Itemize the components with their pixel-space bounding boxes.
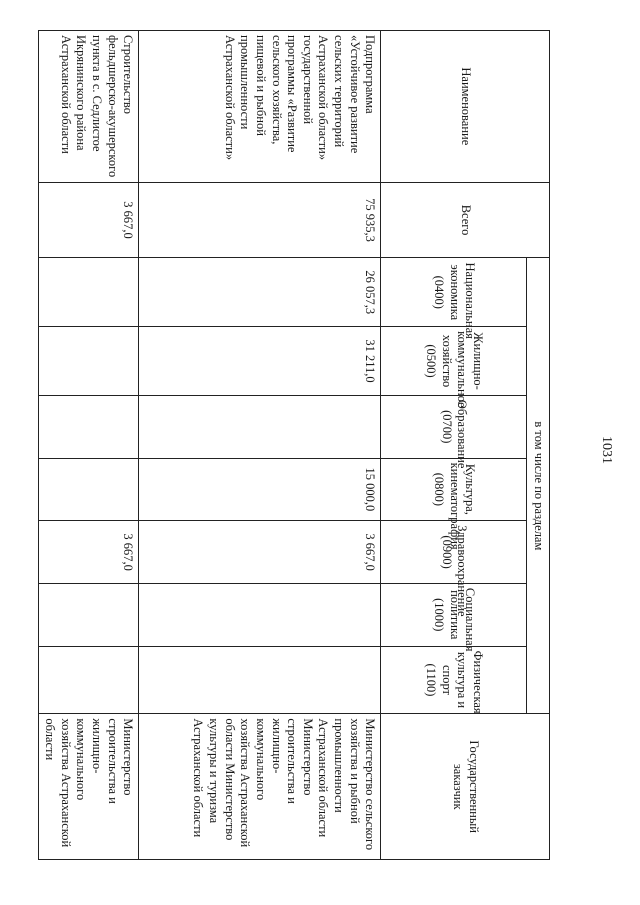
row-section-value	[38, 583, 139, 646]
header-customer: Государственный заказчик	[381, 714, 550, 860]
row-section-value	[38, 458, 139, 521]
row-section-value	[139, 395, 381, 458]
header-total: Всего	[381, 182, 550, 258]
row-name: Подпрограмма «Устойчивое развитие сельских территорий Астраханской области» государственной программы «Развитие сельского хозяйства, пищевой и рыбной промышленности Астраханской области»	[139, 31, 381, 183]
row-section-value: 31 211,0	[139, 327, 381, 396]
header-section: Здравоохранение (0900)	[381, 521, 527, 584]
row-section-value: 15 000,0	[139, 458, 381, 521]
row-customer: Министерство сельского хозяйства и рыбной промышленности Астраханской области Министерство строительства и жилищно-коммунального хозяйства Астраханской области Министерство культуры и туризма Астраханской области	[139, 714, 381, 860]
row-section-value	[139, 646, 381, 714]
header-section: Жилищно-коммунальное хозяйство (0500)	[381, 327, 527, 396]
row-total: 75 935,3	[139, 182, 381, 258]
row-total: 3 667,0	[38, 182, 139, 258]
rotated-table-wrapper	[43, 30, 550, 860]
row-section-value	[38, 646, 139, 714]
header-section: Физическая культура и спорт (1100)	[381, 646, 527, 714]
row-section-value: 3 667,0	[139, 521, 381, 584]
row-customer: Министерство строительства и жилищно-коммунального хозяйства Астраханской области	[38, 714, 139, 860]
header-name: Наименование	[381, 31, 550, 183]
header-section: Национальная экономика (0400)	[381, 258, 527, 327]
header-section: Социальная политика (1000)	[381, 583, 527, 646]
row-section-value	[139, 583, 381, 646]
table-row	[139, 31, 381, 860]
table-row	[38, 31, 139, 860]
header-section: Образование (0700)	[381, 395, 527, 458]
row-section-value	[38, 327, 139, 396]
row-name: Строительство фельдшерско-акушерского пункта в с. Седлистое Икрянинского района Астраханской области	[38, 31, 139, 183]
row-section-value	[38, 395, 139, 458]
row-section-value: 26 057,3	[139, 258, 381, 327]
header-row-top	[527, 31, 550, 860]
page-number: 1031	[599, 436, 614, 464]
header-sections-group: в том числе по разделам	[527, 258, 550, 714]
header-section: Культура, кинематография (0800)	[381, 458, 527, 521]
row-section-value: 3 667,0	[38, 521, 139, 584]
budget-table	[38, 30, 550, 860]
row-section-value	[38, 258, 139, 327]
